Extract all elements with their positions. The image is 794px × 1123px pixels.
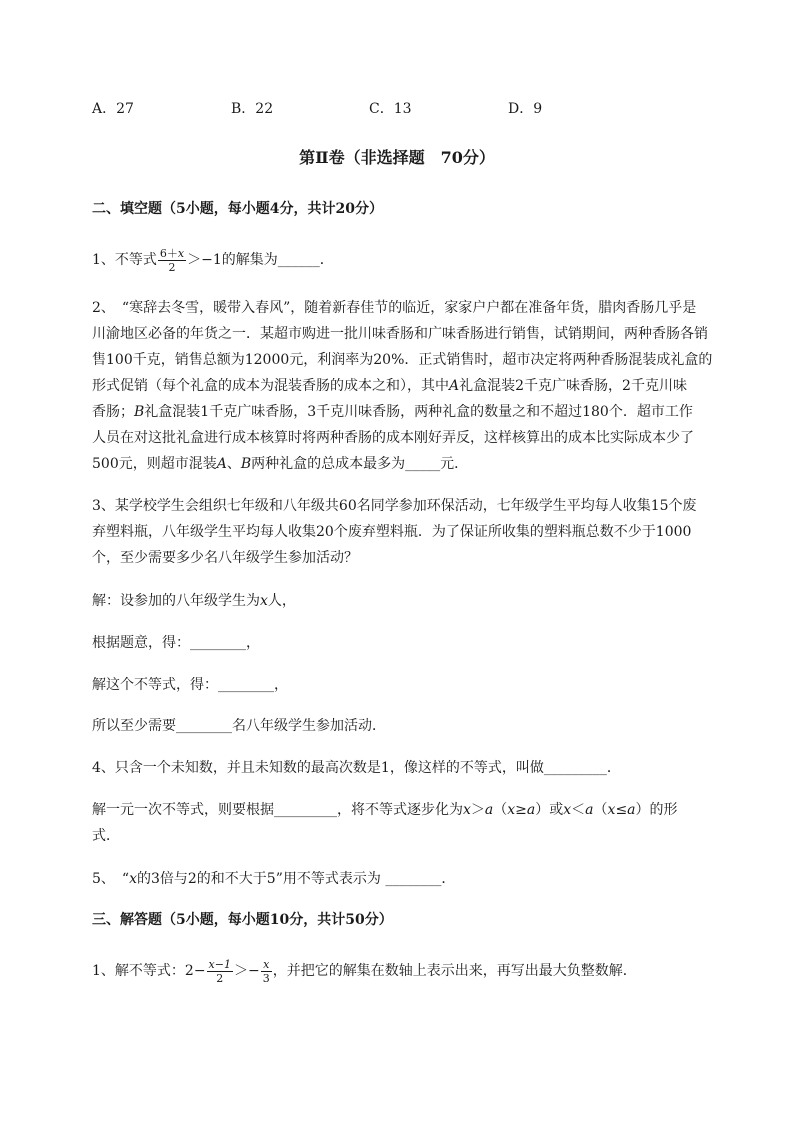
s3q1-mid: ＞− — [233, 963, 260, 979]
q4-var-2: a — [484, 802, 494, 818]
q4-sym-2: ≥ — [515, 802, 527, 818]
q2-line-6: 人员在对这批礼盒进行成本核算时将两种香肠的成本刚好弄反，这样核算出的成本比实际成本少了 — [92, 430, 694, 446]
s3q1-suffix: ，并把它的解集在数轴上表示出来，再写出最大负整数解． — [272, 963, 637, 979]
q1-suffix: ＞−1的解集为______． — [187, 252, 334, 268]
q5-var: x — [129, 871, 137, 887]
q3-line-1: 3、某学校学生会组织七年级和八年级共60名同学参加环保活动，七年级学生平均每人收集15个废 — [92, 498, 697, 514]
q2-line-3: 售100千克，销售总额为12000元，利润率为20%．正式销售时，超市决定将两种香肠混装成礼盒的 — [92, 352, 713, 368]
q4-line-3: 式． — [92, 828, 120, 844]
section-heading-solve: 三、解答题（5小题，每小题10分，共计50分） — [92, 912, 393, 928]
q3-step-1: 根据题意，得：________， — [92, 635, 260, 651]
s3q1-frac2-num: x — [261, 958, 272, 972]
q4-var-7: x — [607, 802, 616, 818]
q1-prefix: 1、不等式 — [92, 252, 157, 268]
q1-frac-numerator — [158, 247, 186, 261]
q4-var-4: a — [526, 802, 536, 818]
q2-line-4 — [92, 376, 687, 396]
q4-sym-3: ＜ — [571, 802, 586, 818]
q4-var-6: a — [585, 802, 594, 818]
q2-line-4-a: 形式促销（每个礼盒的成本为混装香肠的成本之和），其中 — [92, 378, 449, 394]
q2-line-7-a: 500元，则超市混装 — [92, 456, 217, 472]
q2-line-4-c: 礼盒混装2千克广味香肠，2千克川味 — [459, 378, 687, 394]
q2-line-7-var-b: B — [240, 456, 252, 472]
q4-var-5: x — [563, 802, 572, 818]
s3q1-frac1-num: x−1 — [208, 957, 231, 971]
choice-a: A．27 — [92, 101, 134, 117]
q2-line-7-sep: 、 — [226, 456, 241, 472]
s3q1-frac1-den: 2 — [216, 971, 224, 985]
q3-line-3: 个，至少需要多少名八年级学生参加活动？ — [92, 550, 358, 566]
q4-or: ）或 — [535, 802, 564, 818]
q5-line — [92, 869, 455, 889]
q5-c: 的3倍与2的和不大于5”用不等式表示为 ________． — [136, 871, 456, 887]
q4-paren-2: （ — [593, 802, 608, 818]
q2-line-5-a: 香肠； — [92, 404, 134, 420]
q4-var-1: x — [463, 802, 471, 818]
q3-line-2: 弃塑料瓶，八年级学生平均每人收集20个废弃塑料瓶．为了保证所收集的塑料瓶总数不少于1000 — [92, 524, 692, 540]
q5-a: 5、 “ — [92, 871, 130, 887]
q2-line-5 — [92, 402, 693, 422]
q3-step-3: 所以至少需要________名八年级学生参加活动． — [92, 718, 386, 734]
q3-solution-start — [92, 591, 296, 611]
s3q1-frac2-den: 3 — [262, 971, 270, 985]
fill-question-1 — [92, 246, 334, 274]
choice-d: D．9 — [508, 101, 543, 117]
q1-frac-denominator: 2 — [168, 260, 176, 274]
q3-sol-c: 人， — [267, 593, 296, 609]
q3-step-2: 解这个不等式，得：________， — [92, 677, 288, 693]
q4-paren-1: （ — [493, 802, 508, 818]
q2-line-7-e: 两种礼盒的总成本最多为_____元． — [251, 456, 469, 472]
s3q1-fraction-2 — [261, 958, 272, 985]
section-heading-fill-blank: 二、填空题（5小题，每小题4分，共计20分） — [92, 201, 383, 217]
q4-line-1: 4、只含一个未知数，并且未知数的最高次数是1，像这样的不等式，叫做_________． — [92, 760, 621, 776]
q2-line-7-var-a: A — [216, 456, 227, 472]
q3-sol-var: x — [260, 593, 268, 609]
s3q1-fraction-1 — [207, 958, 233, 985]
q1-fraction — [158, 247, 186, 274]
q4-var-3: x — [507, 802, 516, 818]
q4-line-2 — [92, 800, 678, 820]
q4-line-2-end: ）的形 — [635, 802, 678, 818]
q4-var-8: a — [627, 802, 636, 818]
choice-b: B．22 — [231, 101, 274, 117]
q2-line-5-var: B — [134, 404, 145, 420]
s3q1-prefix: 1、解不等式：2− — [92, 963, 206, 979]
q2-line-4-var: A — [449, 378, 460, 394]
q3-sol-a: 解：设参加的八年级学生为 — [92, 593, 260, 609]
q4-sym-1: ＞ — [470, 802, 485, 818]
q4-line-2-a: 解一元一次不等式，则要根据_________，将不等式逐步化为 — [92, 802, 463, 818]
choice-c: C．13 — [369, 101, 412, 117]
q4-sym-4: ≤ — [615, 802, 628, 818]
q2-line-7 — [92, 454, 468, 474]
q1-frac-num-b: x — [177, 246, 185, 260]
q2-line-1: 2、 “寒辞去冬雪，暖带入春风”，随着新春佳节的临近，家家户户都在准备年货，腊肉香肠几乎是 — [92, 300, 697, 316]
q1-frac-num-a: 6＋ — [159, 246, 178, 260]
q2-line-2: 川渝地区必备的年货之一．某超市购进一批川味香肠和广味香肠进行销售，试销期间，两种香肠各销 — [92, 326, 708, 342]
q2-line-5-c: 礼盒混装1千克广味香肠，3千克川味香肠，两种礼盒的数量之和不超过180个．超市工作 — [144, 404, 693, 420]
part-title: 第Ⅱ卷（非选择题 70分） — [299, 148, 495, 167]
solve-question-1 — [92, 956, 637, 986]
